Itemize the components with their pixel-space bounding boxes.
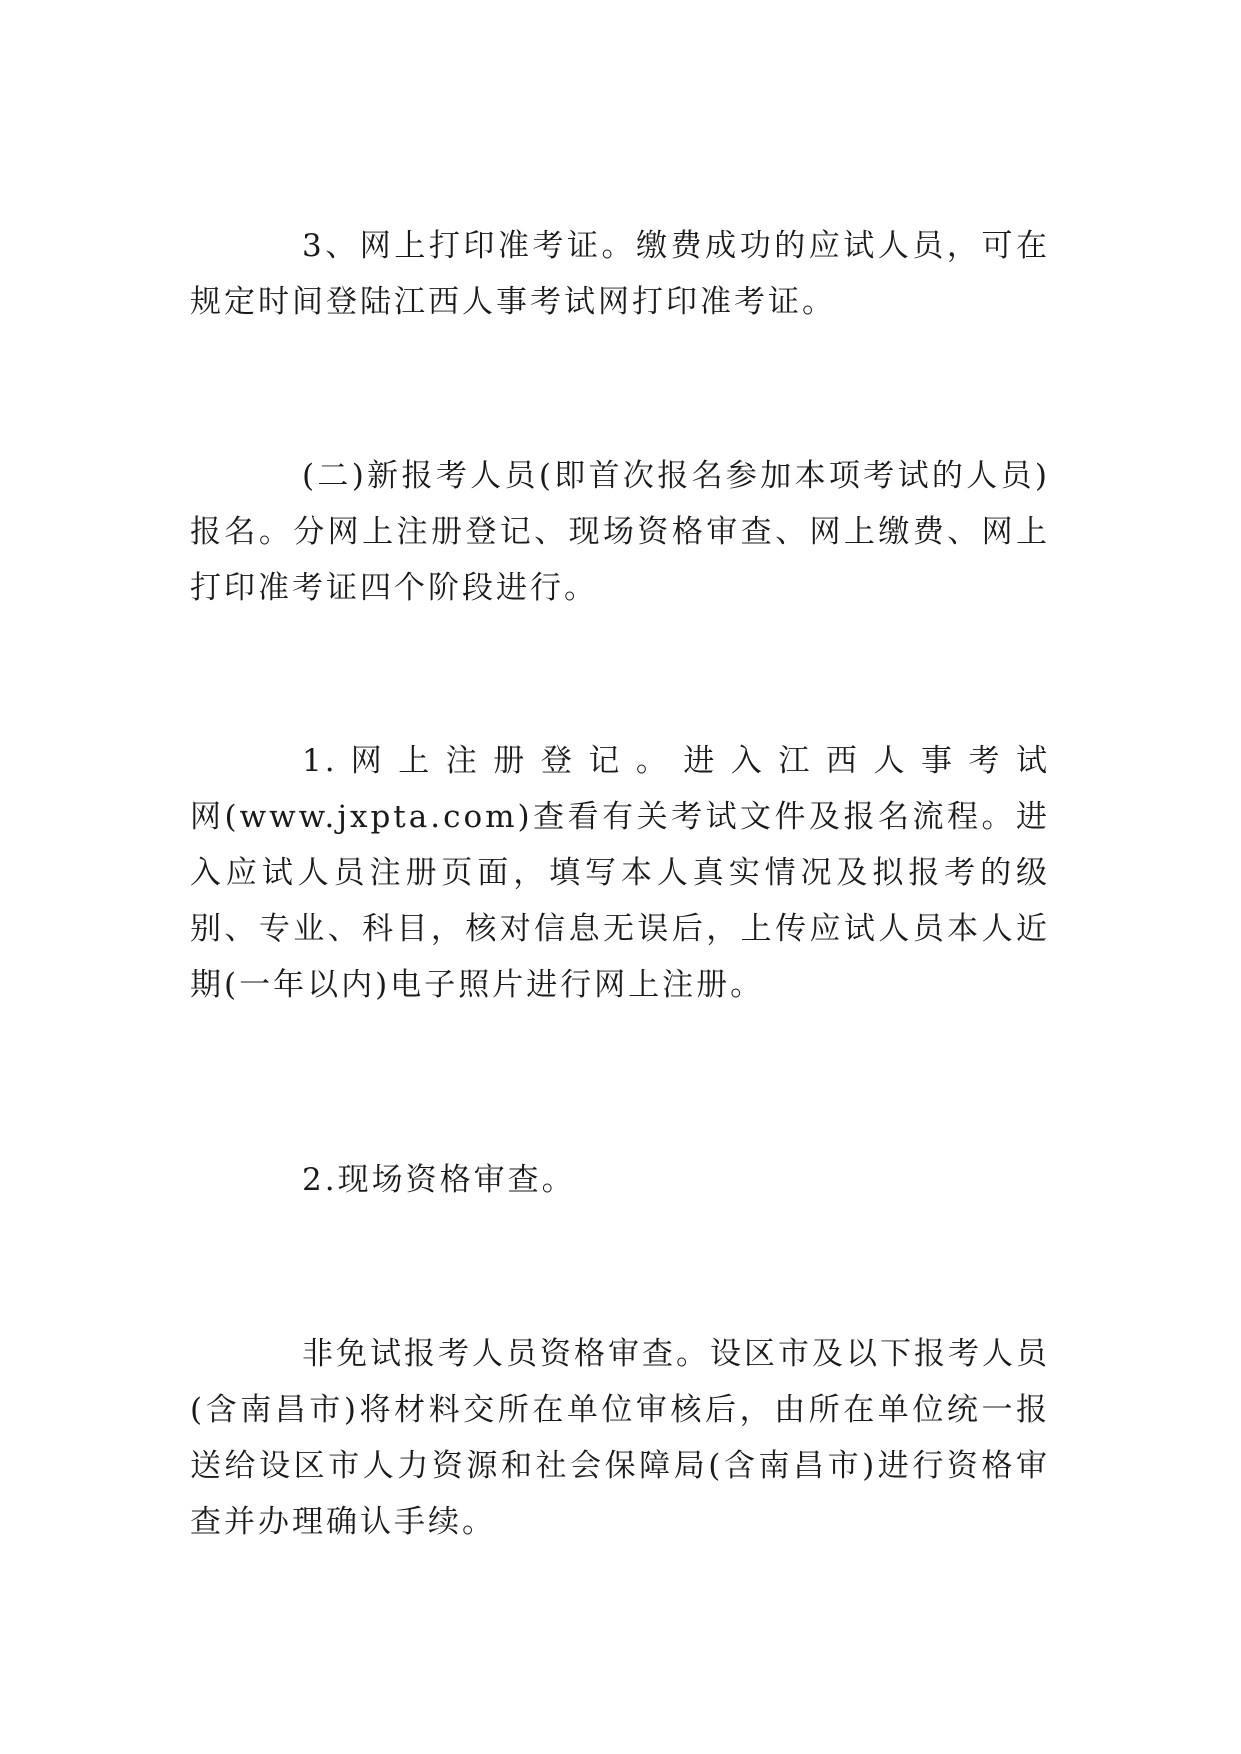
paragraph-onsite-qualification-review: 2.现场资格审查。 <box>302 1162 576 1198</box>
paragraph-new-applicants: (二)新报考人员(即首次报名参加本项考试的人员)报名。分网上注册登记、现场资格审查、网上缴费、网上打印准考证四个阶段进行。 <box>190 458 1050 606</box>
paragraph-online-registration: 1. 网 上 注 册 登 记 。 进 入 江 西 人 事 考 试 网(www.jxpta.com)查看有关考试文件及报名流程。进入应试人员注册页面，填写本人真实情况及拟报考的级别、专业、科目，核对信息无误后，上传应试人员本人近期(一年以内)电子照片进行网上注册。 <box>190 743 1050 1003</box>
paragraph-non-exempt-review: 非免试报考人员资格审查。设区市及以下报考人员(含南昌市)将材料交所在单位审核后，由所在单位统一报送给设区市人力资源和社会保障局(含南昌市)进行资格审查并办理确认手续。 <box>190 1336 1050 1540</box>
paragraph-print-admission-ticket: 3、网上打印准考证。缴费成功的应试人员，可在规定时间登陆江西人事考试网打印准考证。 <box>190 228 1050 320</box>
